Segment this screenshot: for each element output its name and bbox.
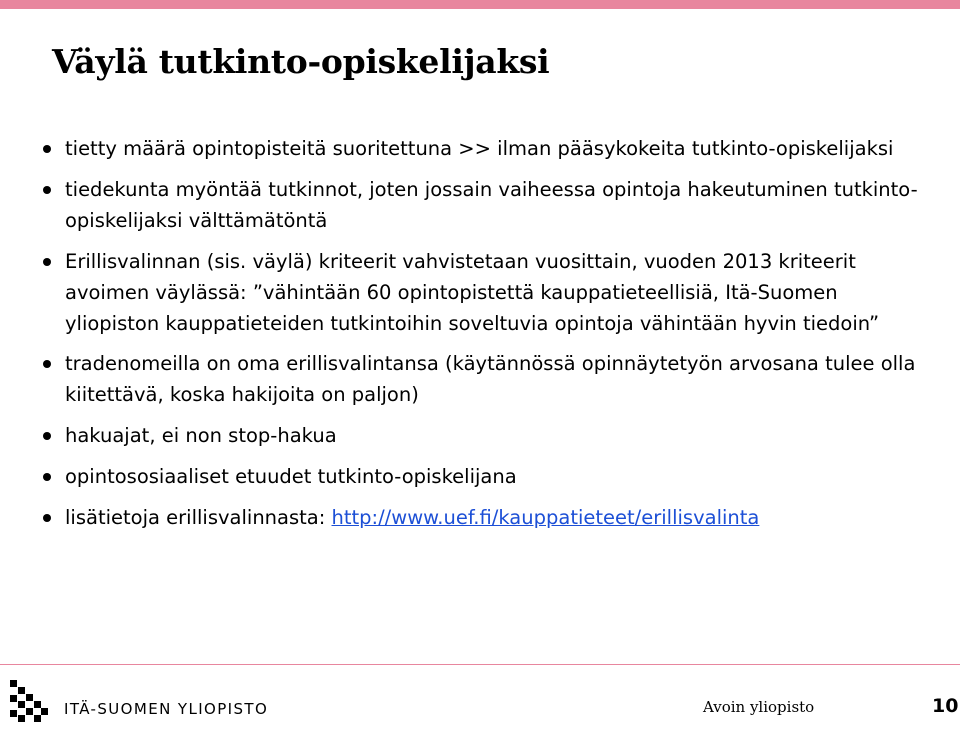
university-name: ITÄ-SUOMEN YLIOPISTO (64, 700, 269, 718)
bullet-item: tradenomeilla on oma erillisvalintansa (käytännössä opinnäytetyön arvosana tulee olla kiitettävä, koska hakijoita on paljon) (40, 348, 920, 410)
bullet-item: opintososiaaliset etuudet tutkinto-opiskelijana (40, 461, 920, 492)
page-number: 10 (932, 695, 959, 717)
slide-title: Väylä tutkinto-opiskelijaksi (52, 42, 550, 81)
more-info-label: lisätietoja erillisvalinnasta: (65, 506, 332, 529)
footer-divider (0, 664, 960, 665)
footer-unit: Avoin yliopisto (703, 698, 815, 716)
bullet-list (40, 133, 920, 543)
bullet-item: Erillisvalinnan (sis. väylä) kriteerit vahvistetaan vuosittain, vuoden 2013 kriteerit avoimen väylässä: ”vähintään 60 opintopistettä kauppatieteellisiä, Itä-Suomen yliopiston kauppatieteiden tutkintoihin soveltuvia opintoja vähintään hyvin tiedoin” (40, 246, 920, 339)
uef-logo-icon (10, 680, 48, 722)
bullet-item: hakuajat, ei non stop-hakua (40, 420, 920, 451)
bullet-item: tiedekunta myöntää tutkinnot, joten jossain vaiheessa opintoja hakeutuminen tutkinto-opiskelijaksi välttämätöntä (40, 174, 920, 236)
more-info-link[interactable]: http://www.uef.fi/kauppatieteet/erillisvalinta (331, 506, 760, 529)
top-accent-bar (0, 0, 960, 9)
bullet-item-more-info (40, 502, 920, 533)
bullet-item: tietty määrä opintopisteitä suoritettuna >> ilman pääsykokeita tutkinto-opiskelijaksi (40, 133, 920, 164)
